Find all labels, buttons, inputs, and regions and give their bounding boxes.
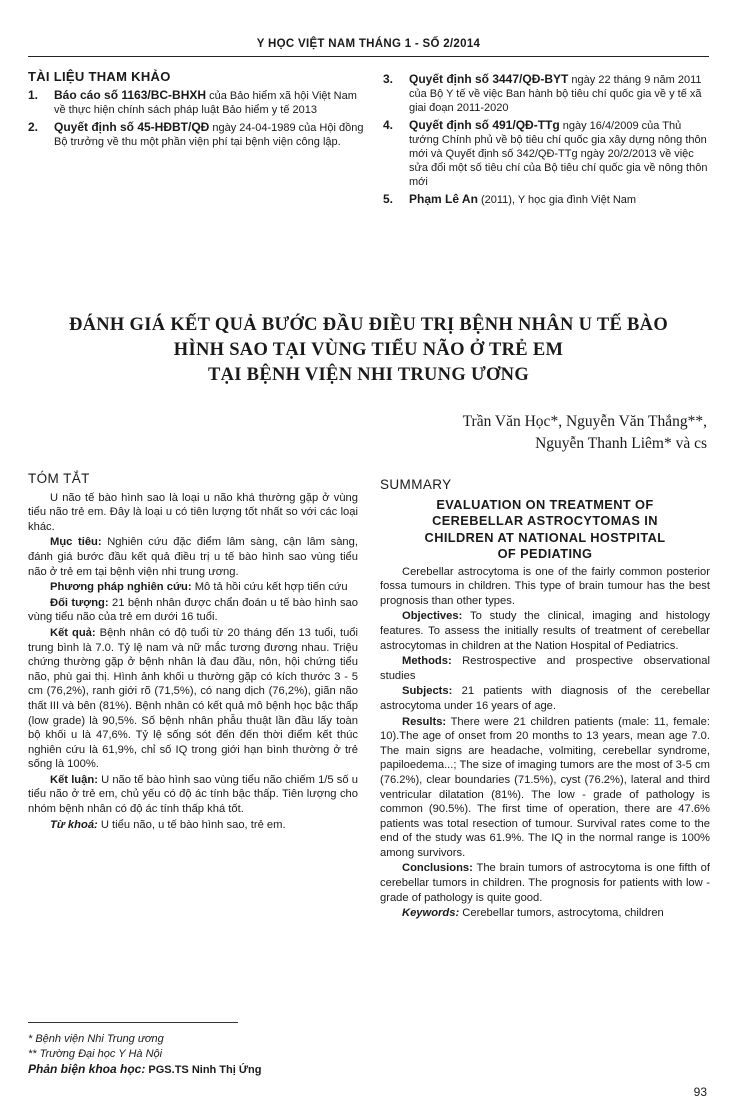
keywords-paragraph	[28, 818, 358, 833]
keywords-lead: Từ khoá:	[50, 818, 98, 831]
reference-item	[383, 118, 713, 189]
title-line: TẠI BỆNH VIỆN NHI TRUNG ƯƠNG	[207, 365, 530, 385]
reference-text: ngày 22 tháng 9 năm 2011 của Bộ Y tế về việc Ban hành bộ tiêu chí quốc gia về y tế xã giai đoạn 2011-2020	[409, 74, 702, 114]
abstract-paragraph	[28, 596, 358, 625]
paragraph-lead: Đối tượng:	[50, 596, 109, 609]
summary-paragraph	[380, 715, 710, 861]
abstract-heading: TÓM TẮT	[28, 471, 90, 486]
reference-item	[28, 88, 368, 117]
running-header: Y HỌC VIỆT NAM THÁNG 1 - SỐ 2/2014	[256, 38, 481, 50]
reference-item	[383, 192, 713, 207]
reference-number: 5.	[383, 192, 394, 206]
reviewer-line	[28, 1062, 358, 1078]
keywords-text: U tiểu não, u tế bào hình sao, trẻ em.	[97, 818, 286, 831]
summary-paragraph	[380, 861, 710, 905]
reviewer-lead: Phản biện khoa học:	[28, 1062, 146, 1076]
paragraph-text: Mô tả hồi cứu kết hợp tiến cứu	[191, 581, 348, 594]
abstract-paragraph	[28, 535, 358, 579]
english-title-line: OF PEDIATING	[497, 546, 593, 562]
reference-lead: Quyết định số 3447/QĐ-BYT	[409, 72, 569, 86]
summary-paragraph	[380, 654, 710, 683]
title-line: HÌNH SAO TẠI VÙNG TIỂU NÃO Ở TRẺ EM	[173, 340, 564, 360]
reference-lead: Phạm Lê An	[409, 192, 478, 206]
author-list	[463, 411, 707, 455]
references-title: TÀI LIỆU THAM KHẢO	[28, 69, 171, 84]
abstract-paragraph	[28, 580, 358, 595]
reference-number: 4.	[383, 118, 394, 132]
abstract-paragraph	[28, 773, 358, 817]
summary-heading: SUMMARY	[380, 477, 452, 492]
footnote-affiliation-2: ** Trường Đại học Y Hà Nội	[28, 1048, 163, 1060]
english-title-line: CHILDREN AT NATIONAL HOSTPITAL	[424, 529, 666, 545]
keywords-text: Cerebellar tumors, astrocytoma, children	[459, 907, 664, 920]
reference-body	[409, 192, 713, 207]
reference-text: của Bảo hiểm xã hội Việt Nam về thực hiện chính sách pháp luật Bảo hiểm y tế 2013	[54, 90, 357, 116]
reference-body	[54, 120, 368, 149]
reference-number: 3.	[383, 72, 394, 86]
paragraph-lead: Conclusions:	[402, 862, 473, 875]
references-left-column	[28, 70, 368, 152]
summary-intro: Cerebellar astrocytoma is one of the fairly common posterior fossa tumours in children. This type of brain tumour has the best prognosis than other types.	[380, 565, 710, 607]
reference-body	[409, 72, 713, 115]
reference-text: ngày 16/4/2009 của Thủ tướng Chính phủ về bộ tiêu chí quốc gia xây dựng nông thôn mới và Quyết định số 342/QĐ-TTg ngày 20/2/2013 về việc sửa đổi một số tiêu chí của Bộ tiêu chí quốc gia về nông thôn mới	[409, 120, 708, 188]
english-title-line: EVALUATION ON TREATMENT OF	[436, 496, 654, 512]
summary-paragraph	[380, 684, 710, 713]
paragraph-lead: Kết quả:	[50, 626, 96, 639]
footnote-affiliation-1: * Bệnh viện Nhi Trung ương	[28, 1033, 164, 1045]
paragraph-text: Nghiên cứu đặc điểm lâm sàng, cận lâm sàng, đánh giá bước đầu kết quả điều trị u tế bào hình sao vùng tiểu não ở trẻ em tại bệnh viện nhi trung ương.	[28, 536, 358, 578]
title-line: ĐÁNH GIÁ KẾT QUẢ BƯỚC ĐẦU ĐIỀU TRỊ BỆNH NHÂN U TẾ BÀO	[68, 315, 669, 335]
paragraph-lead: Subjects:	[402, 685, 453, 698]
authors-line: Nguyễn Thanh Liêm* và cs	[535, 435, 707, 452]
paragraph-lead: Phương pháp nghiên cứu:	[50, 581, 192, 594]
keywords-paragraph	[380, 906, 710, 921]
reviewer-name: PGS.TS Ninh Thị Ứng	[145, 1064, 262, 1076]
reference-text: (2011), Y học gia đình Việt Nam	[477, 194, 637, 206]
english-title	[380, 497, 710, 563]
english-abstract	[380, 478, 710, 922]
reference-body	[409, 118, 713, 189]
paragraph-lead: Kết luận:	[50, 773, 98, 786]
paragraph-text: There were 21 children patients (male: 11, female: 10).The age of onset from 20 months to 13 years, mean age 7.0. The main signs are headache, volmiting, cerebellar syndrome, papiloedema...; The size of imaging tumors are the most of 3-5 cm (76.2%), clear boundaries (71.5%), cyst (76.2%), lateral and third ventricular dilatation (81%). The low - grade of pathology is common (90.5%). The first time of operation, there are 47.6% patients was total resection of tumour. Survival rates come to the end of the study was 61.9%. The IQ in the normal range is 100% among survivors.	[380, 715, 710, 859]
header-rule	[28, 56, 709, 57]
reference-lead: Quyết định số 491/QĐ-TTg	[409, 118, 560, 132]
page-number: 93	[693, 1085, 707, 1099]
paragraph-text: U não tế bào hình sao vùng tiểu não chiếm 1/5 số u tiểu não ở trẻ em, chủ yếu có độ ác tính bậc thấp. Tiên lượng cho nhóm bệnh nhân có độ ác tính thấp khá tốt.	[28, 773, 359, 816]
authors-line: Trần Văn Học*, Nguyễn Văn Thắng**,	[462, 413, 707, 430]
paragraph-lead: Methods:	[402, 655, 452, 668]
reference-number: 2.	[28, 120, 39, 134]
keywords-lead: Keywords:	[402, 907, 460, 920]
references-right-column	[383, 72, 713, 210]
reference-lead: Quyết định số 45-HĐBT/QĐ	[54, 120, 210, 134]
paragraph-text: 21 patients with diagnosis of the cerebellar astrocytoma under 16 years of age.	[380, 685, 710, 712]
reference-item	[383, 72, 713, 115]
paragraph-text: Restrospective and prospective observational studies	[380, 655, 710, 682]
abstract-intro: U não tế bào hình sao là loại u não khá thường gặp ở vùng tiểu não trẻ em. Đây là loại u có tiên lượng tốt nhất so với các loại khác.	[28, 491, 358, 533]
paragraph-lead: Objectives:	[402, 610, 463, 623]
reference-lead: Báo cáo số 1163/BC-BHXH	[54, 88, 207, 102]
abstract-paragraph	[28, 626, 358, 772]
paragraph-text: The brain tumors of astrocytoma is one fifth of cerebellar tumors in children. The prognosis for patients with low - grade of pathology is quite good.	[380, 862, 710, 904]
reference-number: 1.	[28, 88, 39, 102]
english-title-line: CEREBELLAR ASTROCYTOMAS IN	[432, 513, 658, 529]
paragraph-text: To study the clinical, imaging and histology features. To assess the initially results of treatment of cerebellar astrocytomas in children at the Nation Hospital of Pediatrics.	[380, 610, 710, 652]
paragraph-lead: Results:	[402, 715, 447, 728]
paragraph-text: Bệnh nhân có độ tuổi từ 20 tháng đến 13 tuổi, tuổi trung bình là 7.0. Tỷ lệ nam và nữ mắc tương đương nhau. Triệu chứng thường gặp ở bệnh nhân là đau đầu, nôn, hội chứng tiểu não, phù gai thị. Hình ảnh khối u thường gặp có kích thước 3 - 5 cm (76,2%), ranh giới rõ (71,5%), có nang dịch (76,2%), giãn não thất III và bên (81%). Bệnh nhân có kết quả mô bệnh học bậc thấp (low grade) là 90,5%. Số bệnh nhân phẫu thuật lần đầu lấy toàn bộ khối u là 47,6%. Tỷ lệ sống sót đến đến thời điểm kết thúc nghiên cứu là 61,9%, chỉ số IQ trong giới hạn bình thường ở trẻ sống là 100%.	[28, 626, 358, 771]
reference-text: ngày 24-04-1989 của Hội đồng Bộ trưởng về thu một phần viện phí tại bệnh viện công lập.	[54, 122, 364, 148]
footnotes	[28, 1032, 358, 1078]
paragraph-lead: Mục tiêu:	[50, 536, 102, 549]
footnote-rule	[28, 1022, 238, 1023]
paragraph-text: 21 bệnh nhân được chẩn đoán u tế bào hình sao vùng tiểu não của trẻ em dưới 16 tuổi.	[28, 596, 358, 624]
summary-paragraph	[380, 609, 710, 653]
reference-item	[28, 120, 368, 149]
reference-body	[54, 88, 368, 117]
vietnamese-abstract	[28, 472, 358, 833]
article-title	[0, 313, 737, 388]
